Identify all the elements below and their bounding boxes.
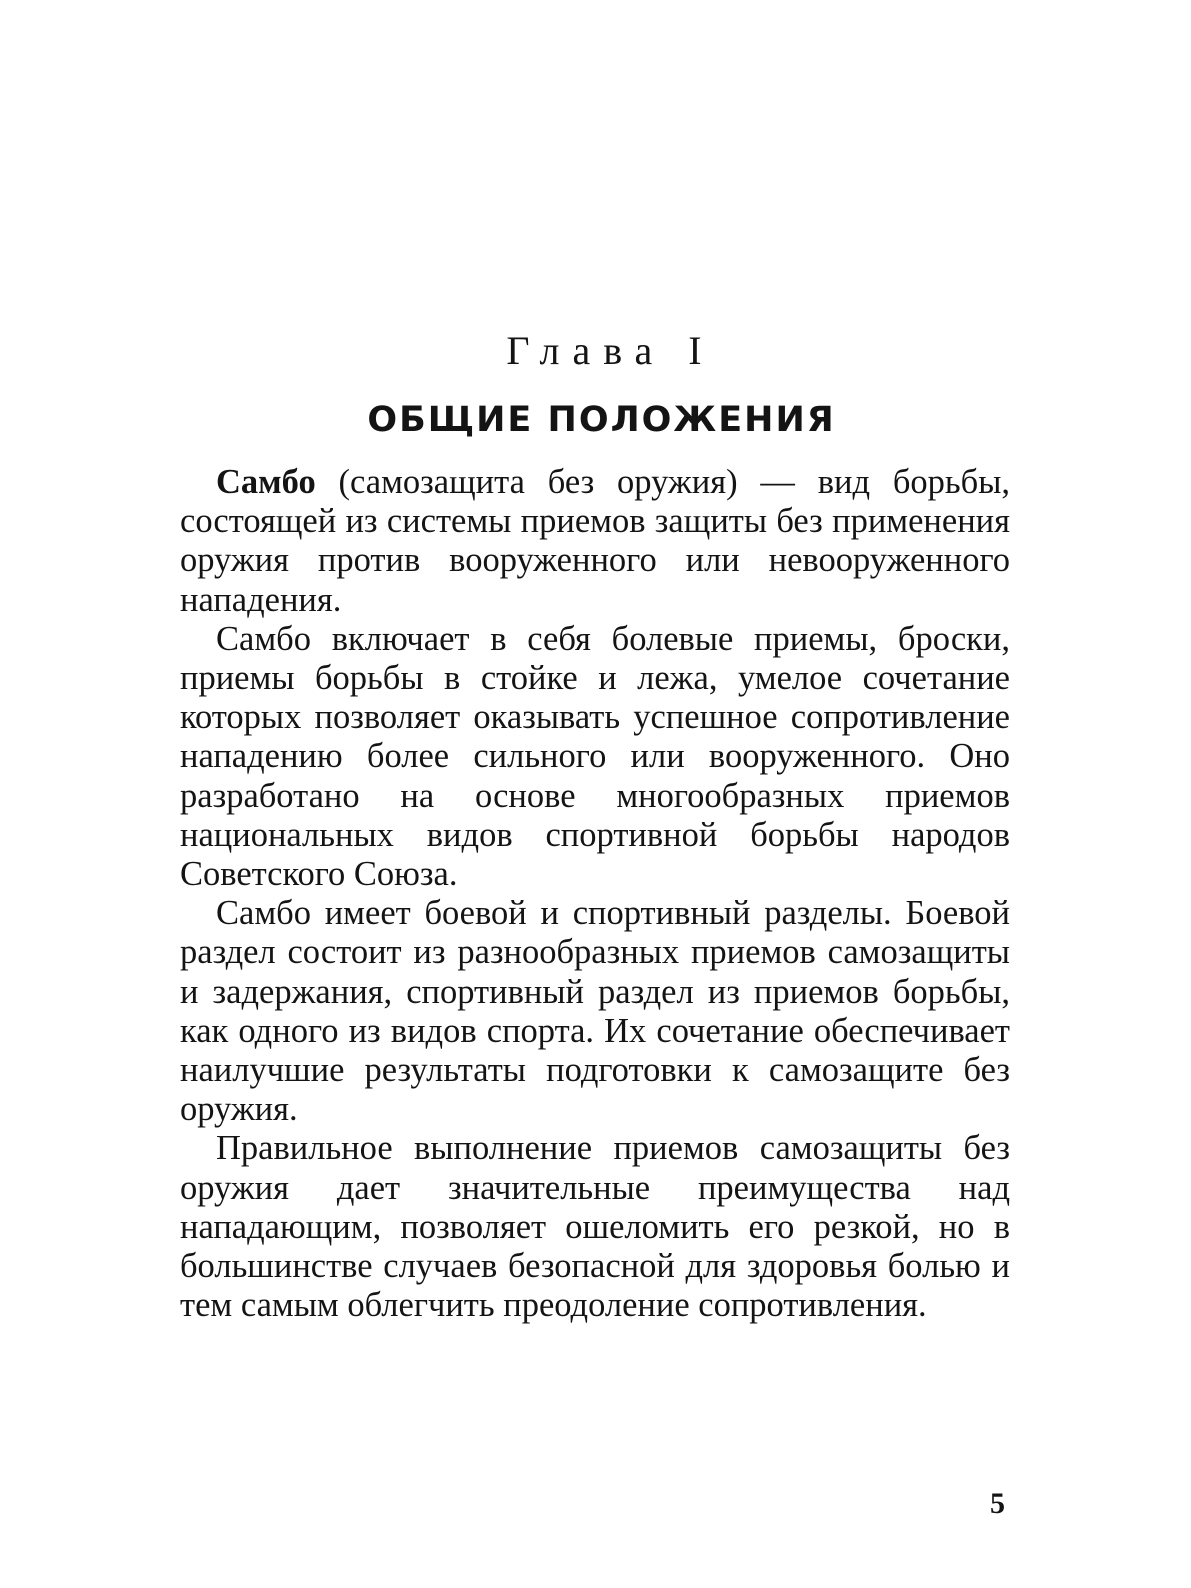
chapter-label: Глава I <box>506 328 715 373</box>
chapter-title: ОБЩИЕ ПОЛОЖЕНИЯ <box>367 400 836 440</box>
paragraph-4: Правильное выполнение приемов самозащиты без оружия дает значительные преимущества над нападающим, позволяет ошеломить его резкой, но в большинстве случаев безопасной для здоровья болью и тем самым облегчить преодоление сопротивления. <box>180 1129 1010 1325</box>
paragraph-2: Самбо включает в себя болевые приемы, броски, приемы борьбы в стойке и лежа, умелое сочетание которых позволяет оказывать успешное сопротивление нападению более сильного или вооруженного. Оно разработано на основе многообразных приемов национальных видов спортивной борьбы народов Советского Союза. <box>180 619 1010 894</box>
page-number: 5 <box>990 1487 1005 1520</box>
paragraph-3: Самбо имеет боевой и спортивный разделы. Боевой раздел состоит из разнообразных приемов самозащиты и задержания, спортивный раздел из приемов борьбы, как одного из видов спорта. Их сочетание обеспечивает наилучшие результаты подготовки к самозащите без оружия. <box>180 894 1010 1129</box>
paragraph-1 <box>180 463 1010 620</box>
body-text <box>180 463 1010 1325</box>
defined-term: Самбо <box>216 463 316 501</box>
paragraph-1-text: (самозащита без оружия) — вид борьбы, состоящей из системы приемов защиты без применения оружия против вооруженного или невооруженного нападения. <box>180 463 1010 619</box>
